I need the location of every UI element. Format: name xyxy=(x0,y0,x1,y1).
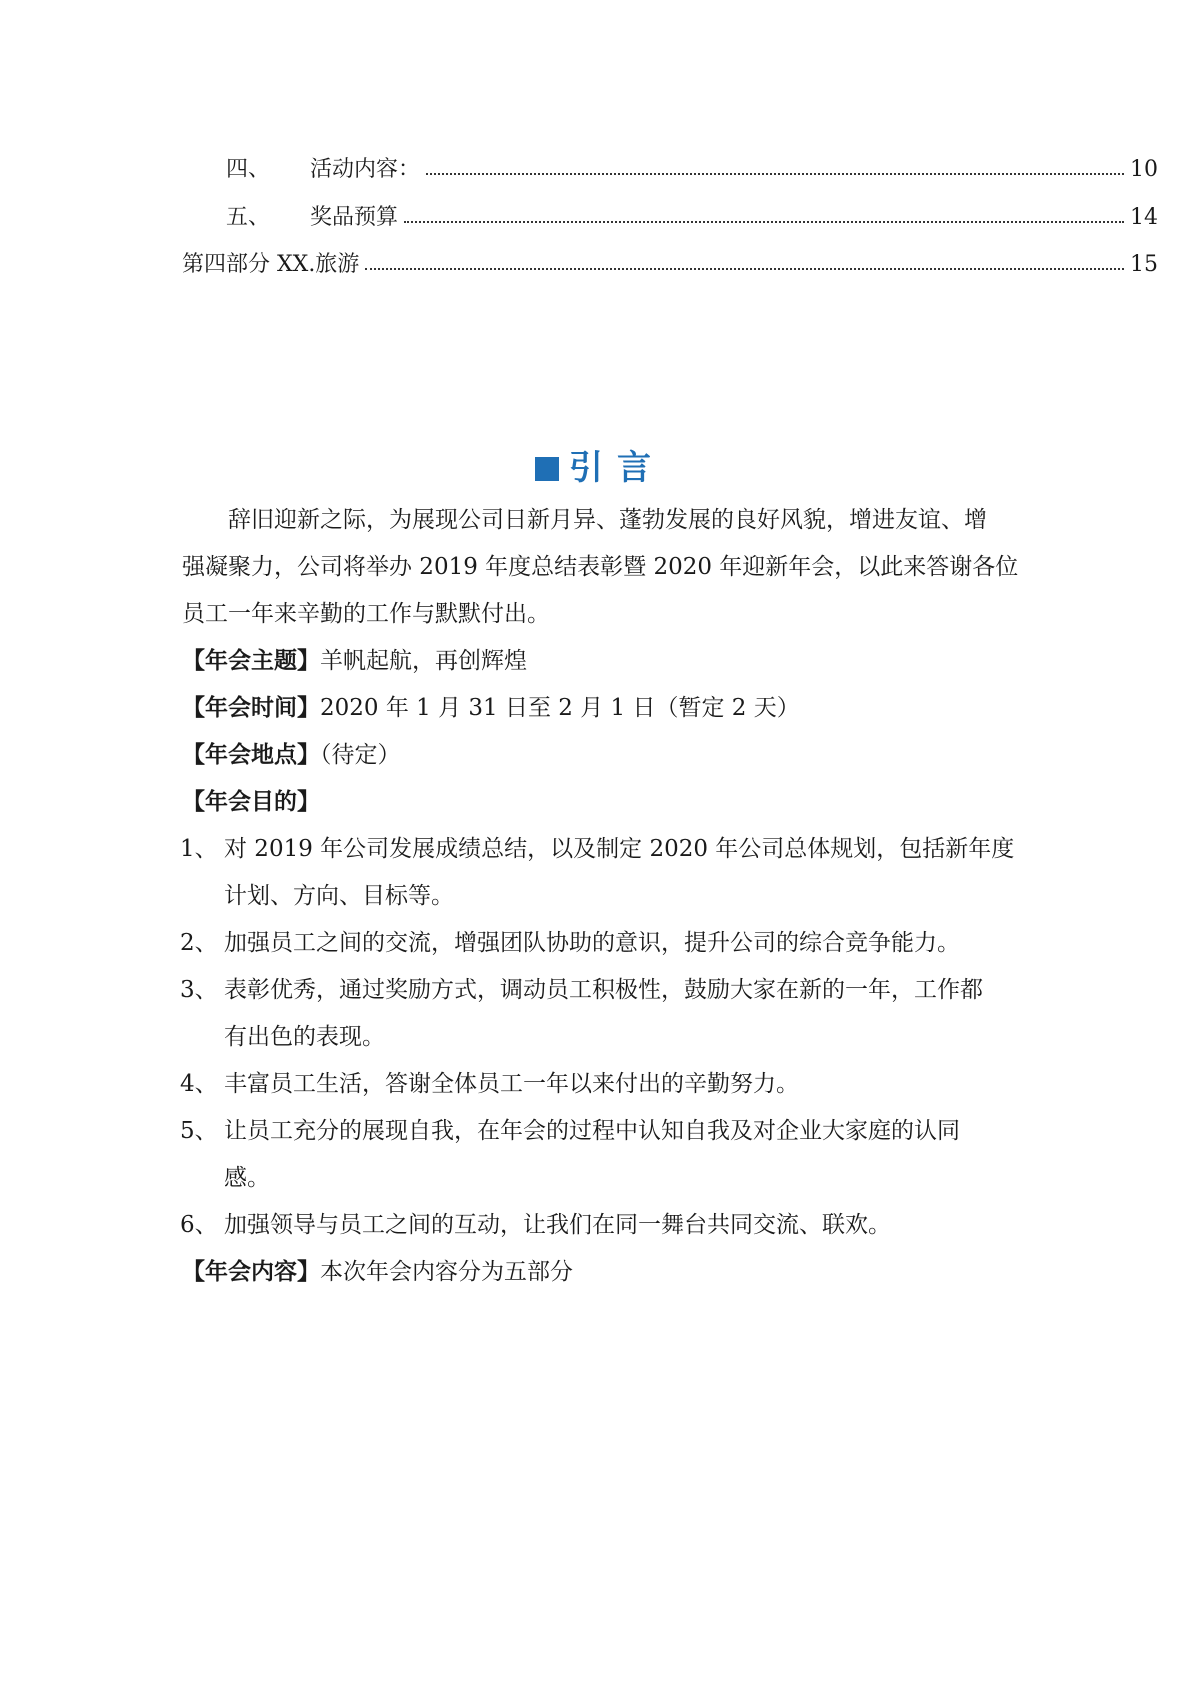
toc-entry-page: 10 xyxy=(1130,157,1158,182)
toc-entry[interactable] xyxy=(182,250,1158,280)
field-place xyxy=(182,740,401,770)
field-label: 【年会内容】 xyxy=(182,1259,320,1285)
list-item-text: 加强员工之间的交流，增强团队协助的意识，提升公司的综合竞争能力。 xyxy=(224,930,960,956)
toc-entry-page: 15 xyxy=(1130,252,1158,277)
toc-entry-number: 五、 xyxy=(226,205,271,230)
list-item-number: 3、 xyxy=(180,977,218,1003)
list-item-number: 1、 xyxy=(180,836,218,862)
square-bullet-icon xyxy=(535,457,559,481)
field-value: （待定） xyxy=(320,742,401,768)
field-value: 2020 年 1 月 31 日至 2 月 1 日（暂定 2 天） xyxy=(320,695,800,721)
field-content xyxy=(182,1257,573,1287)
toc-entry-number: 四、 xyxy=(226,157,271,182)
list-item-text: 加强领导与员工之间的互动，让我们在同一舞台共同交流、联欢。 xyxy=(224,1212,891,1238)
field-label: 【年会目的】 xyxy=(182,789,320,815)
field-theme xyxy=(182,646,527,676)
section-heading xyxy=(0,440,1200,489)
list-item-number: 2、 xyxy=(180,930,218,956)
list-item-text: 让员工充分的展现自我，在年会的过程中认知自我及对企业大家庭的认同 xyxy=(224,1118,960,1144)
intro-line: 员工一年来辛勤的工作与默默付出。 xyxy=(182,601,550,627)
field-value: 本次年会内容分为五部分 xyxy=(320,1259,573,1285)
toc-leader xyxy=(426,155,1124,175)
field-time xyxy=(182,693,800,723)
toc-entry[interactable] xyxy=(226,203,1158,233)
list-item-text: 感。 xyxy=(224,1165,270,1191)
list-item-text: 丰富员工生活，答谢全体员工一年以来付出的辛勤努力。 xyxy=(224,1071,799,1097)
list-item-text: 计划、方向、目标等。 xyxy=(224,883,454,909)
list-item-number: 5、 xyxy=(180,1118,218,1144)
field-label: 【年会主题】 xyxy=(182,648,320,674)
toc-entry-title: 奖品预算 xyxy=(310,205,399,230)
list-item-text: 表彰优秀，通过奖励方式，调动员工积极性，鼓励大家在新的一年，工作都 xyxy=(224,977,983,1003)
field-purpose xyxy=(182,787,320,817)
section-title: 引言 xyxy=(569,448,665,488)
list-item-text: 有出色的表现。 xyxy=(224,1024,385,1050)
intro-line: 辞旧迎新之际，为展现公司日新月异、蓬勃发展的良好风貌，增进友谊、增 xyxy=(228,507,987,533)
toc-leader xyxy=(404,203,1124,223)
list-item-text: 对 2019 年公司发展成绩总结，以及制定 2020 年公司总体规划，包括新年度 xyxy=(224,836,1015,862)
list-item-number: 4、 xyxy=(180,1071,218,1097)
field-label: 【年会时间】 xyxy=(182,695,320,721)
toc-entry-title: 活动内容： xyxy=(310,157,421,182)
intro-line: 强凝聚力，公司将举办 2019 年度总结表彰暨 2020 年迎新年会，以此来答谢各位 xyxy=(182,554,1019,580)
field-label: 【年会地点】 xyxy=(182,742,320,768)
toc-entry[interactable] xyxy=(226,155,1158,185)
field-value: 羊帆起航，再创辉煌 xyxy=(320,648,527,674)
list-item-number: 6、 xyxy=(180,1212,218,1238)
toc-leader xyxy=(365,250,1124,270)
toc-entry-title: 第四部分 XX.旅游 xyxy=(182,252,360,277)
toc-entry-page: 14 xyxy=(1130,205,1158,230)
